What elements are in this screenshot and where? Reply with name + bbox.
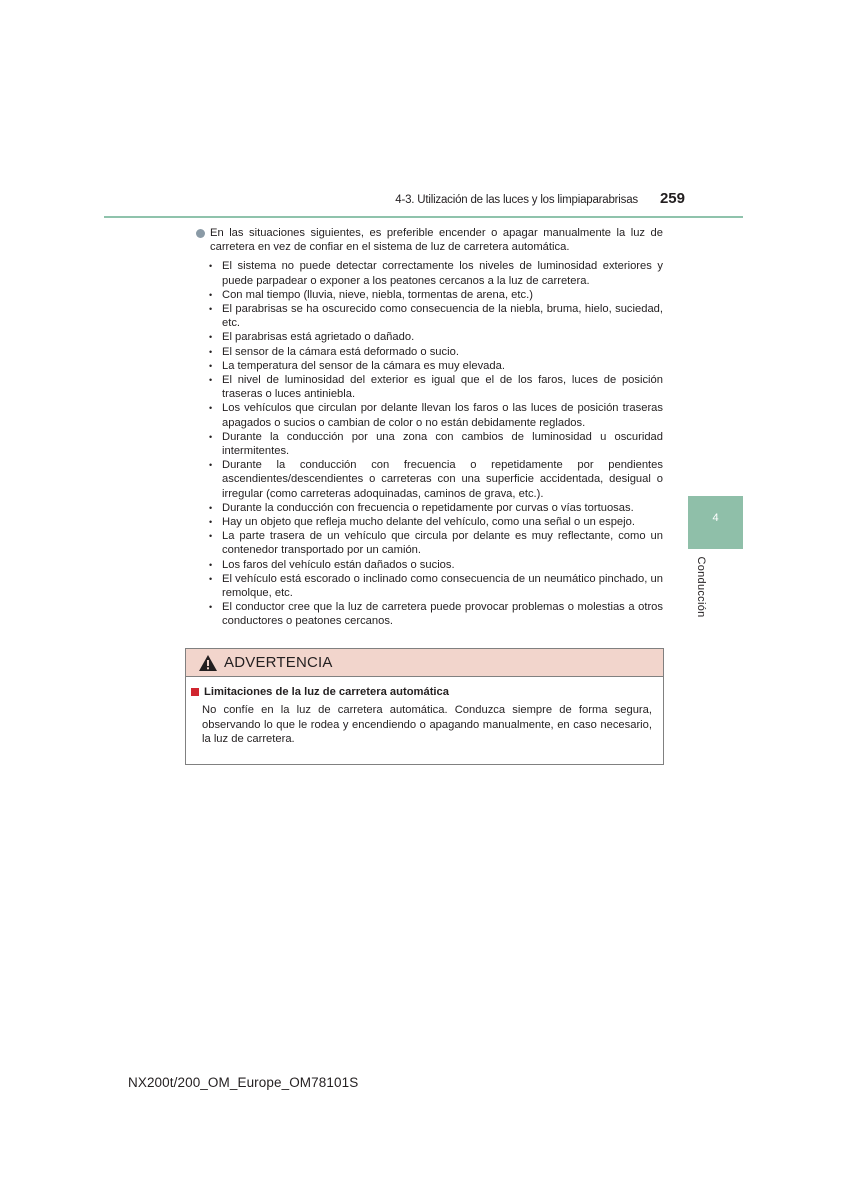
- page-number: 259: [659, 190, 685, 207]
- bullet-dot-icon: [196, 229, 205, 238]
- list-item: • El vehículo está escorado o inclinado como consecuencia de un neumático pinchado, un remolque, etc.: [209, 572, 663, 600]
- list-item: • El sistema no puede detectar correctamente los niveles de luminosidad exteriores y puede parpadear o exponer a los peatones cercanos a la luz de carretera.: [209, 259, 663, 287]
- list-item: • El conductor cree que la luz de carretera puede provocar problemas o molestias a otros conductores o peatones cercanos.: [209, 600, 663, 628]
- warning-item-title: Limitaciones de la luz de carretera automática: [204, 686, 449, 698]
- page-header: [300, 190, 685, 214]
- warning-title: ADVERTENCIA: [224, 654, 333, 671]
- intro-paragraph: [196, 226, 663, 254]
- list-item: • Hay un objeto que refleja mucho delante del vehículo, como una señal o un espejo.: [209, 515, 663, 529]
- list-item: • La temperatura del sensor de la cámara es muy elevada.: [209, 359, 663, 373]
- warning-item-text: No confíe en la luz de carretera automática. Conduzca siempre de forma segura, observando lo que le rodea y encendiendo o apagando manualmente, en caso necesario, la luz de carretera.: [202, 704, 652, 745]
- list-item: • El sensor de la cámara está deformado o sucio.: [209, 345, 663, 359]
- list-item: • La parte trasera de un vehículo que circula por delante es muy reflectante, como un contenedor transportado por un camión.: [209, 529, 663, 557]
- chapter-number: 4: [712, 512, 719, 524]
- list-item: • El parabrisas está agrietado o dañado.: [209, 330, 663, 344]
- list-item: • Los faros del vehículo están dañados o sucios.: [209, 558, 663, 572]
- intro-text: En las situaciones siguientes, es preferible encender o apagar manualmente la luz de carretera en vez de confiar en el sistema de luz de carretera automática.: [210, 227, 663, 254]
- warning-header: [186, 649, 663, 677]
- list-item: • Con mal tiempo (lluvia, nieve, niebla, tormentas de arena, etc.): [209, 288, 663, 302]
- list-item: • Durante la conducción por una zona con cambios de luminosidad u oscuridad intermitentes.: [209, 430, 663, 458]
- list-item: • El nivel de luminosidad del exterior es igual que el de los faros, luces de posición traseras o luces antiniebla.: [209, 373, 663, 401]
- warning-box: [185, 648, 664, 765]
- list-item: • El parabrisas se ha oscurecido como consecuencia de la niebla, bruma, hielo, suciedad, etc.: [209, 302, 663, 330]
- header-divider: [104, 216, 743, 218]
- document-code: NX200t/200_OM_Europe_OM78101S: [128, 1075, 359, 1090]
- main-content: [196, 226, 663, 629]
- red-square-icon: [191, 688, 199, 696]
- warning-triangle-icon: [198, 654, 218, 672]
- list-item: • Durante la conducción con frecuencia o repetidamente por curvas o vías tortuosas.: [209, 501, 663, 515]
- section-title: 4-3. Utilización de las luces y los limpiaparabrisas: [395, 194, 638, 206]
- warning-item: [186, 677, 663, 747]
- warning-item-heading: [191, 686, 652, 698]
- chapter-title: Conducción: [695, 556, 707, 618]
- list-item: • Los vehículos que circulan por delante llevan los faros o las luces de posición traseras apagados o sucios o cambian de color o no están debidamente reglados.: [209, 401, 663, 429]
- situation-list: [196, 259, 663, 628]
- list-item: • Durante la conducción con frecuencia o repetidamente por pendientes ascendientes/descendientes o carreteras con una superficie accidentada, desigual o irregular (como carreteras adoquinadas, caminos de grava, etc.).: [209, 458, 663, 501]
